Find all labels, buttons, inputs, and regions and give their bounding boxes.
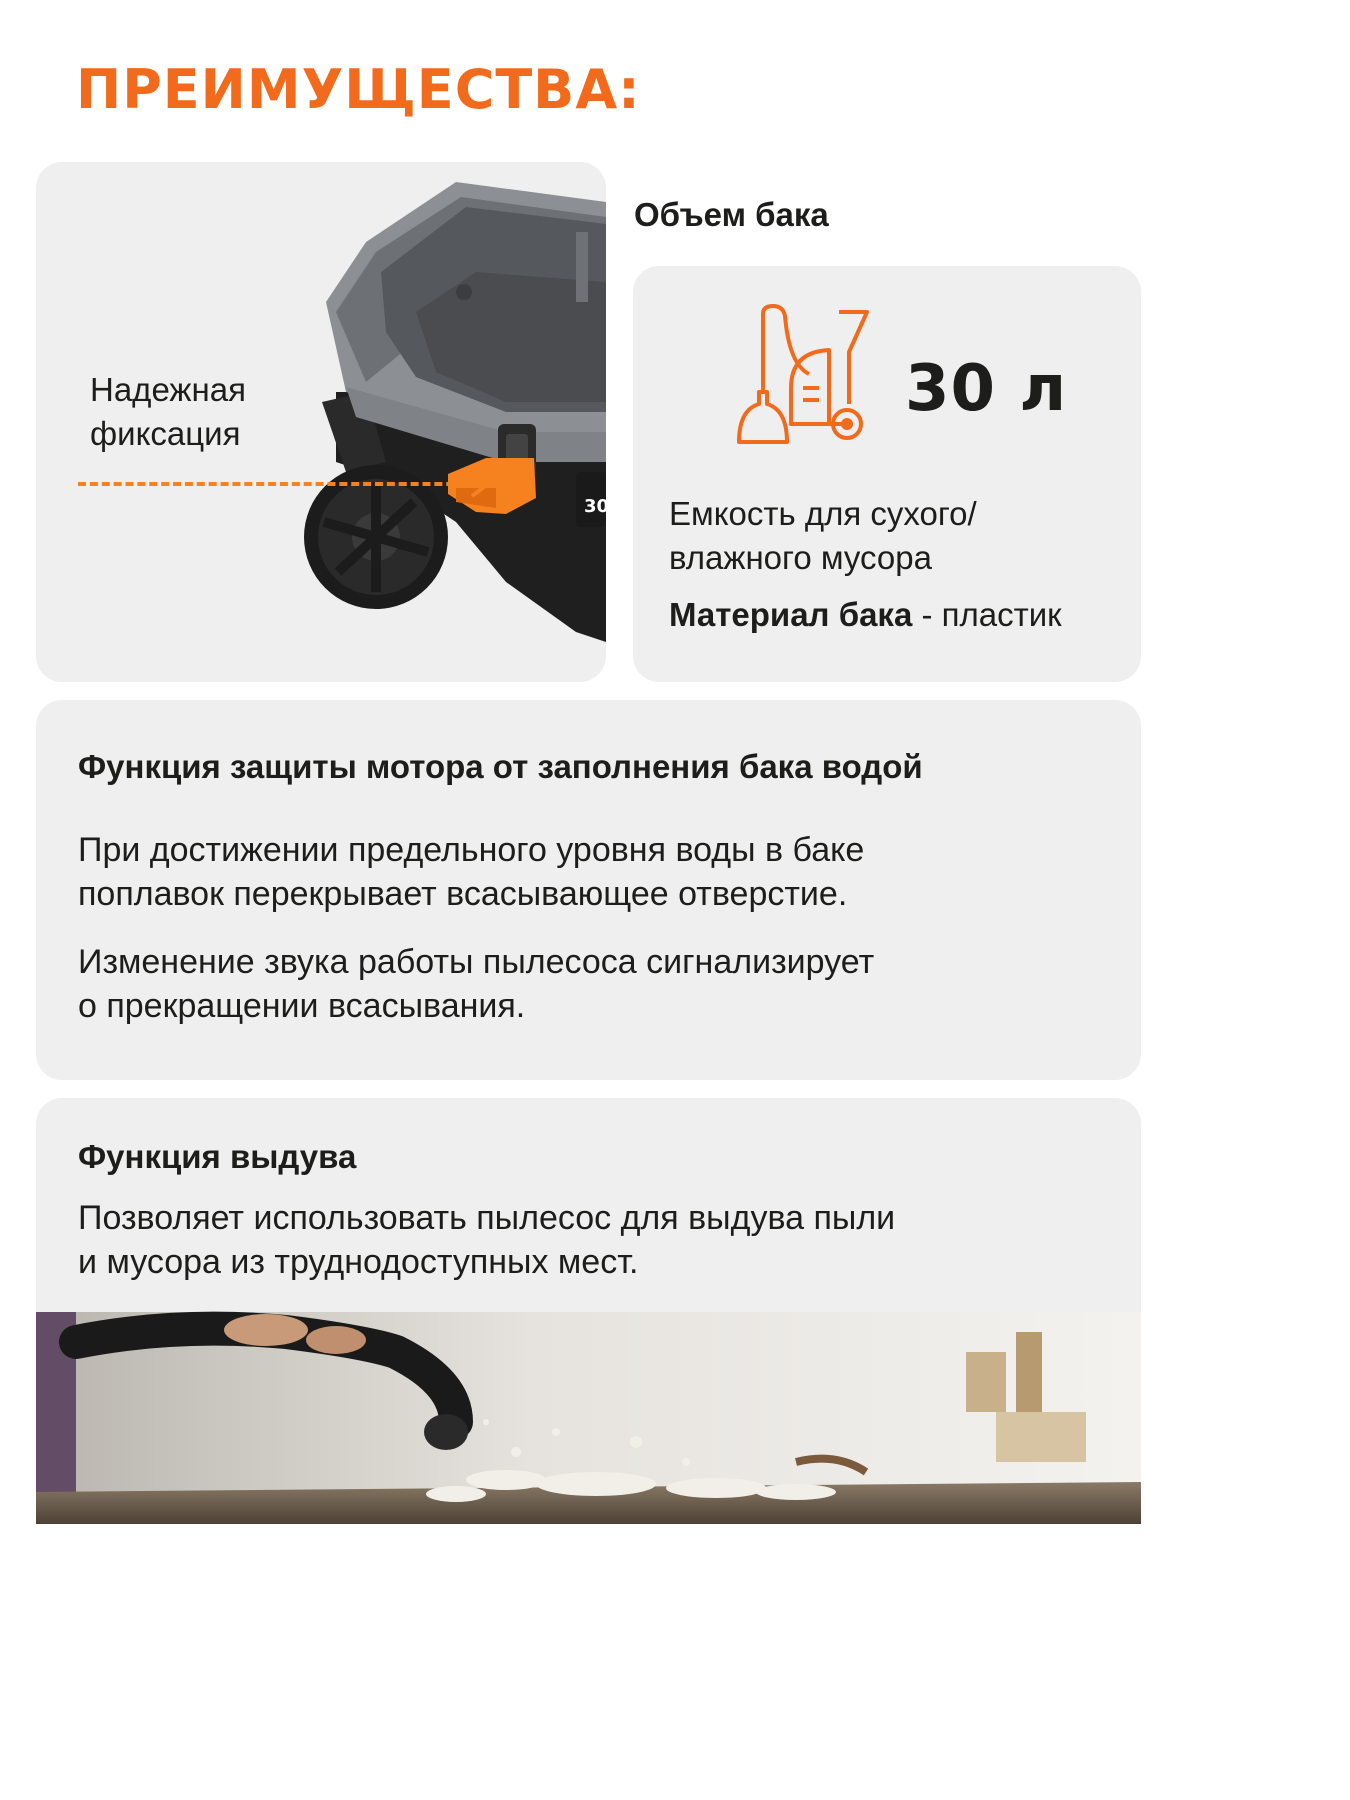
blow-function-card xyxy=(36,1098,1141,1524)
sound-line-2: о прекращении всасывания. xyxy=(78,987,526,1025)
blow-function-description xyxy=(78,1196,1078,1284)
blow-function-title: Функция выдува xyxy=(78,1138,357,1175)
motor-protection-card xyxy=(36,700,1141,1080)
page-heading: ПРЕИМУЩЕСТВА: xyxy=(76,58,641,121)
float-line-2: поплавок перекрывает всасывающее отверстие. xyxy=(78,875,848,913)
float-description xyxy=(78,828,1078,916)
svg-text:30: 30 xyxy=(584,496,610,517)
blow-line-2: и мусора из труднодоступных мест. xyxy=(78,1243,639,1281)
float-line-1: При достижении предельного уровня воды в баке xyxy=(78,831,865,869)
blow-line-1: Позволяет использовать пылесос для выдува пыли xyxy=(78,1199,896,1237)
capacity-line-1: Емкость для сухого/ xyxy=(669,495,977,532)
blow-function-photo xyxy=(36,1312,1141,1524)
sound-line-1: Изменение звука работы пылесоса сигнализирует xyxy=(78,943,875,981)
motor-protection-title: Функция защиты мотора от заполнения бака водой xyxy=(78,748,923,785)
tank-volume-card xyxy=(633,266,1141,682)
tank-latch-card xyxy=(36,162,610,682)
vacuum-cleaner-icon xyxy=(729,304,879,454)
fixation-line-2: фиксация xyxy=(90,415,241,452)
fixation-pointer-line xyxy=(78,482,478,486)
fixation-arrow-icon xyxy=(472,472,492,496)
sound-signal-description xyxy=(78,940,1078,1028)
tank-volume-title: Объем бака xyxy=(634,196,829,233)
capacity-line-2: влажного мусора xyxy=(669,539,932,576)
tank-volume-value: 30 л xyxy=(905,352,1068,426)
reliable-fixation-label xyxy=(90,368,246,456)
fixation-line-1: Надежная xyxy=(90,371,246,408)
tank-capacity-description xyxy=(669,492,1119,580)
tank-material xyxy=(669,596,1062,634)
material-value: - пластик xyxy=(912,596,1062,633)
material-label: Материал бака xyxy=(669,596,913,633)
